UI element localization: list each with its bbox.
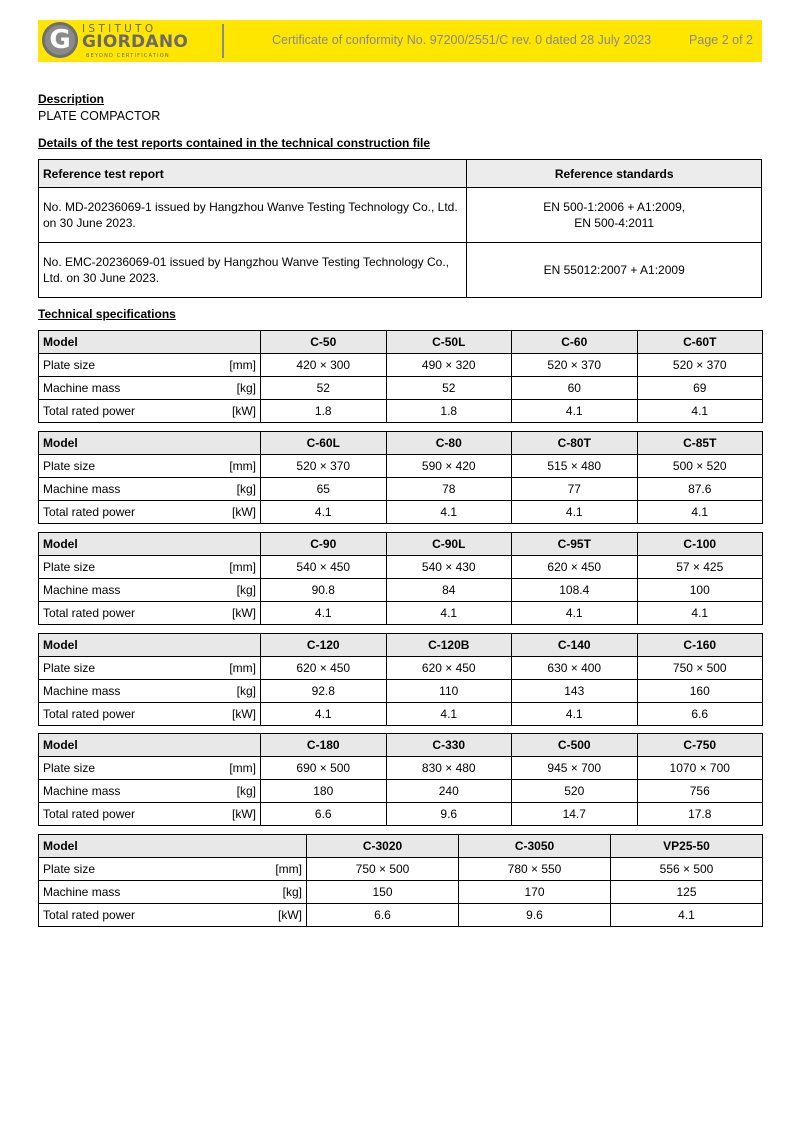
spec-value: 160 [637,680,763,703]
spec-value: 945 × 700 [512,757,638,780]
spec-value: 630 × 400 [512,657,638,680]
spec-value: 57 × 425 [637,556,763,579]
spec-value: 4.1 [637,501,763,524]
row-label: Machine mass [kg] [39,680,261,703]
table-row [39,703,763,726]
spec-value: 240 [386,780,512,803]
spec-value: 180 [261,780,387,803]
spec-value: 750 × 500 [637,657,763,680]
spec-value: 87.6 [637,478,763,501]
spec-value: 6.6 [261,803,387,826]
spec-value: 78 [386,478,512,501]
model-name: C-500 [512,734,638,757]
table-row [39,602,763,625]
table-row [39,757,763,780]
spec-value: 490 × 320 [386,354,512,377]
spec-value: 6.6 [637,703,763,726]
model-name: C-85T [637,432,763,455]
model-name: C-60T [637,331,763,354]
test-reports-heading: Details of the test reports contained in the technical construction file [38,136,431,150]
row-label: Model [39,634,261,657]
spec-value: 515 × 480 [512,455,638,478]
table-row [39,657,763,680]
model-name: C-80 [386,432,512,455]
model-name: C-90 [261,533,387,556]
row-label: Total rated power [kW] [39,400,261,423]
report-cell: No. EMC-20236069-01 issued by Hangzhou Wanve Testing Technology Co., Ltd. on 30 June 2023. [39,243,467,298]
unit-label: [kg] [236,482,256,496]
istituto-giordano-logo [42,22,192,60]
spec-value: 540 × 450 [261,556,387,579]
unit-label: [kg] [236,583,256,597]
spec-value: 14.7 [512,803,638,826]
spec-value: 4.1 [386,501,512,524]
model-name: C-60 [512,331,638,354]
row-label: Plate size [mm] [39,657,261,680]
spec-value: 4.1 [261,602,387,625]
spec-header-row [39,533,763,556]
table-row [39,354,763,377]
spec-value: 556 × 500 [611,858,763,881]
spec-value: 4.1 [386,703,512,726]
model-name: C-160 [637,634,763,657]
certificate-reference: Certificate of conformity No. 97200/2551/C rev. 0 dated 28 July 2023 [272,33,652,47]
spec-value: 500 × 520 [637,455,763,478]
table-row [39,377,763,400]
table-row [39,188,762,243]
spec-value: 4.1 [261,703,387,726]
spec-value: 520 × 370 [512,354,638,377]
unit-label: [mm] [275,862,302,876]
row-label: Plate size [mm] [39,858,307,881]
model-name: C-95T [512,533,638,556]
row-label: Total rated power [kW] [39,602,261,625]
spec-value: 4.1 [512,703,638,726]
model-name: C-60L [261,432,387,455]
row-label: Machine mass [kg] [39,478,261,501]
spec-value: 17.8 [637,803,763,826]
model-name: C-180 [261,734,387,757]
logo-main-text: GIORDANO [82,32,189,52]
spec-value: 77 [512,478,638,501]
spec-value: 108.4 [512,579,638,602]
spec-value: 9.6 [386,803,512,826]
spec-value: 100 [637,579,763,602]
test-reports-table [38,159,762,298]
page-number: Page 2 of 2 [689,33,753,47]
unit-label: [kg] [236,684,256,698]
row-label: Total rated power [kW] [39,904,307,927]
spec-value: 60 [512,377,638,400]
report-cell: No. MD-20236069-1 issued by Hangzhou Wanve Testing Technology Co., Ltd. on 30 June 2023. [39,188,467,243]
table-row [39,579,763,602]
row-label: Machine mass [kg] [39,579,261,602]
row-label: Total rated power [kW] [39,703,261,726]
model-name: VP25-50 [611,835,763,858]
test-reports-header-row [39,160,762,188]
description-label: Description [38,92,105,106]
header-reference-test-report: Reference test report [39,160,467,188]
spec-value: 620 × 450 [512,556,638,579]
unit-label: [kg] [236,381,256,395]
table-row [39,400,763,423]
unit-label: [kW] [232,707,256,721]
unit-label: [mm] [229,661,256,675]
unit-label: [kg] [236,784,256,798]
spec-value: 150 [307,881,459,904]
row-label: Plate size [mm] [39,455,261,478]
spec-value: 9.6 [459,904,611,927]
header-reference-standards: Reference standards [467,160,762,188]
spec-value: 125 [611,881,763,904]
spec-header-row [39,835,763,858]
spec-table [38,834,763,927]
spec-value: 1.8 [386,400,512,423]
unit-label: [mm] [229,761,256,775]
spec-value: 84 [386,579,512,602]
technical-specifications-heading: Technical specifications [38,307,176,321]
table-row [39,881,763,904]
description-value: PLATE COMPACTOR [38,109,161,123]
spec-value: 6.6 [307,904,459,927]
row-label: Machine mass [kg] [39,881,307,904]
model-name: C-50L [386,331,512,354]
spec-value: 756 [637,780,763,803]
spec-value: 420 × 300 [261,354,387,377]
spec-value: 830 × 480 [386,757,512,780]
table-row [39,680,763,703]
spec-value: 52 [261,377,387,400]
spec-value: 92.8 [261,680,387,703]
table-row [39,556,763,579]
spec-table [38,431,763,524]
spec-value: 4.1 [386,602,512,625]
row-label: Machine mass [kg] [39,780,261,803]
model-name: C-3050 [459,835,611,858]
spec-value: 4.1 [261,501,387,524]
header-divider [222,24,224,58]
unit-label: [kW] [278,908,302,922]
spec-value: 690 × 500 [261,757,387,780]
table-row [39,858,763,881]
row-label: Total rated power [kW] [39,501,261,524]
logo-sub-text: BEYOND CERTIFICATION [86,53,170,59]
spec-table [38,733,763,826]
row-label: Model [39,734,261,757]
spec-value: 4.1 [512,400,638,423]
spec-value: 4.1 [512,501,638,524]
spec-value: 90.8 [261,579,387,602]
spec-table [38,633,763,726]
spec-value: 4.1 [512,602,638,625]
spec-value: 4.1 [637,400,763,423]
standards-cell: EN 55012:2007 + A1:2009 [467,243,762,298]
model-name: C-140 [512,634,638,657]
spec-value: 52 [386,377,512,400]
spec-table [38,532,763,625]
unit-label: [kW] [232,807,256,821]
row-label: Total rated power [kW] [39,803,261,826]
spec-value: 65 [261,478,387,501]
model-name: C-330 [386,734,512,757]
table-row [39,803,763,826]
table-row [39,904,763,927]
spec-value: 110 [386,680,512,703]
spec-value: 520 × 370 [261,455,387,478]
row-label: Model [39,331,261,354]
unit-label: [kW] [232,404,256,418]
row-label: Plate size [mm] [39,354,261,377]
unit-label: [kW] [232,505,256,519]
spec-table [38,330,763,423]
spec-value: 143 [512,680,638,703]
standards-cell: EN 500-1:2006 + A1:2009, EN 500-4:2011 [467,188,762,243]
spec-value: 4.1 [637,602,763,625]
spec-header-row [39,734,763,757]
spec-value: 1.8 [261,400,387,423]
spec-value: 590 × 420 [386,455,512,478]
table-row [39,478,763,501]
unit-label: [kg] [282,885,302,899]
row-label: Plate size [mm] [39,556,261,579]
spec-value: 620 × 450 [386,657,512,680]
spec-value: 780 × 550 [459,858,611,881]
row-label: Model [39,835,307,858]
spec-header-row [39,432,763,455]
spec-value: 520 [512,780,638,803]
logo-g-icon: G [42,22,78,58]
spec-value: 69 [637,377,763,400]
model-name: C-90L [386,533,512,556]
unit-label: [mm] [229,358,256,372]
spec-header-row [39,331,763,354]
table-row [39,780,763,803]
model-name: C-50 [261,331,387,354]
unit-label: [kW] [232,606,256,620]
row-label: Plate size [mm] [39,757,261,780]
row-label: Machine mass [kg] [39,377,261,400]
spec-value: 520 × 370 [637,354,763,377]
row-label: Model [39,432,261,455]
table-row [39,243,762,298]
model-name: C-750 [637,734,763,757]
spec-header-row [39,634,763,657]
spec-value: 620 × 450 [261,657,387,680]
model-name: C-120B [386,634,512,657]
spec-value: 170 [459,881,611,904]
model-name: C-3020 [307,835,459,858]
unit-label: [mm] [229,560,256,574]
model-name: C-80T [512,432,638,455]
header-bar [38,20,762,62]
spec-value: 750 × 500 [307,858,459,881]
table-row [39,501,763,524]
model-name: C-100 [637,533,763,556]
row-label: Model [39,533,261,556]
spec-value: 540 × 430 [386,556,512,579]
table-row [39,455,763,478]
spec-value: 1070 × 700 [637,757,763,780]
logo-top-text: ISTITUTO [82,23,157,35]
unit-label: [mm] [229,459,256,473]
model-name: C-120 [261,634,387,657]
spec-value: 4.1 [611,904,763,927]
